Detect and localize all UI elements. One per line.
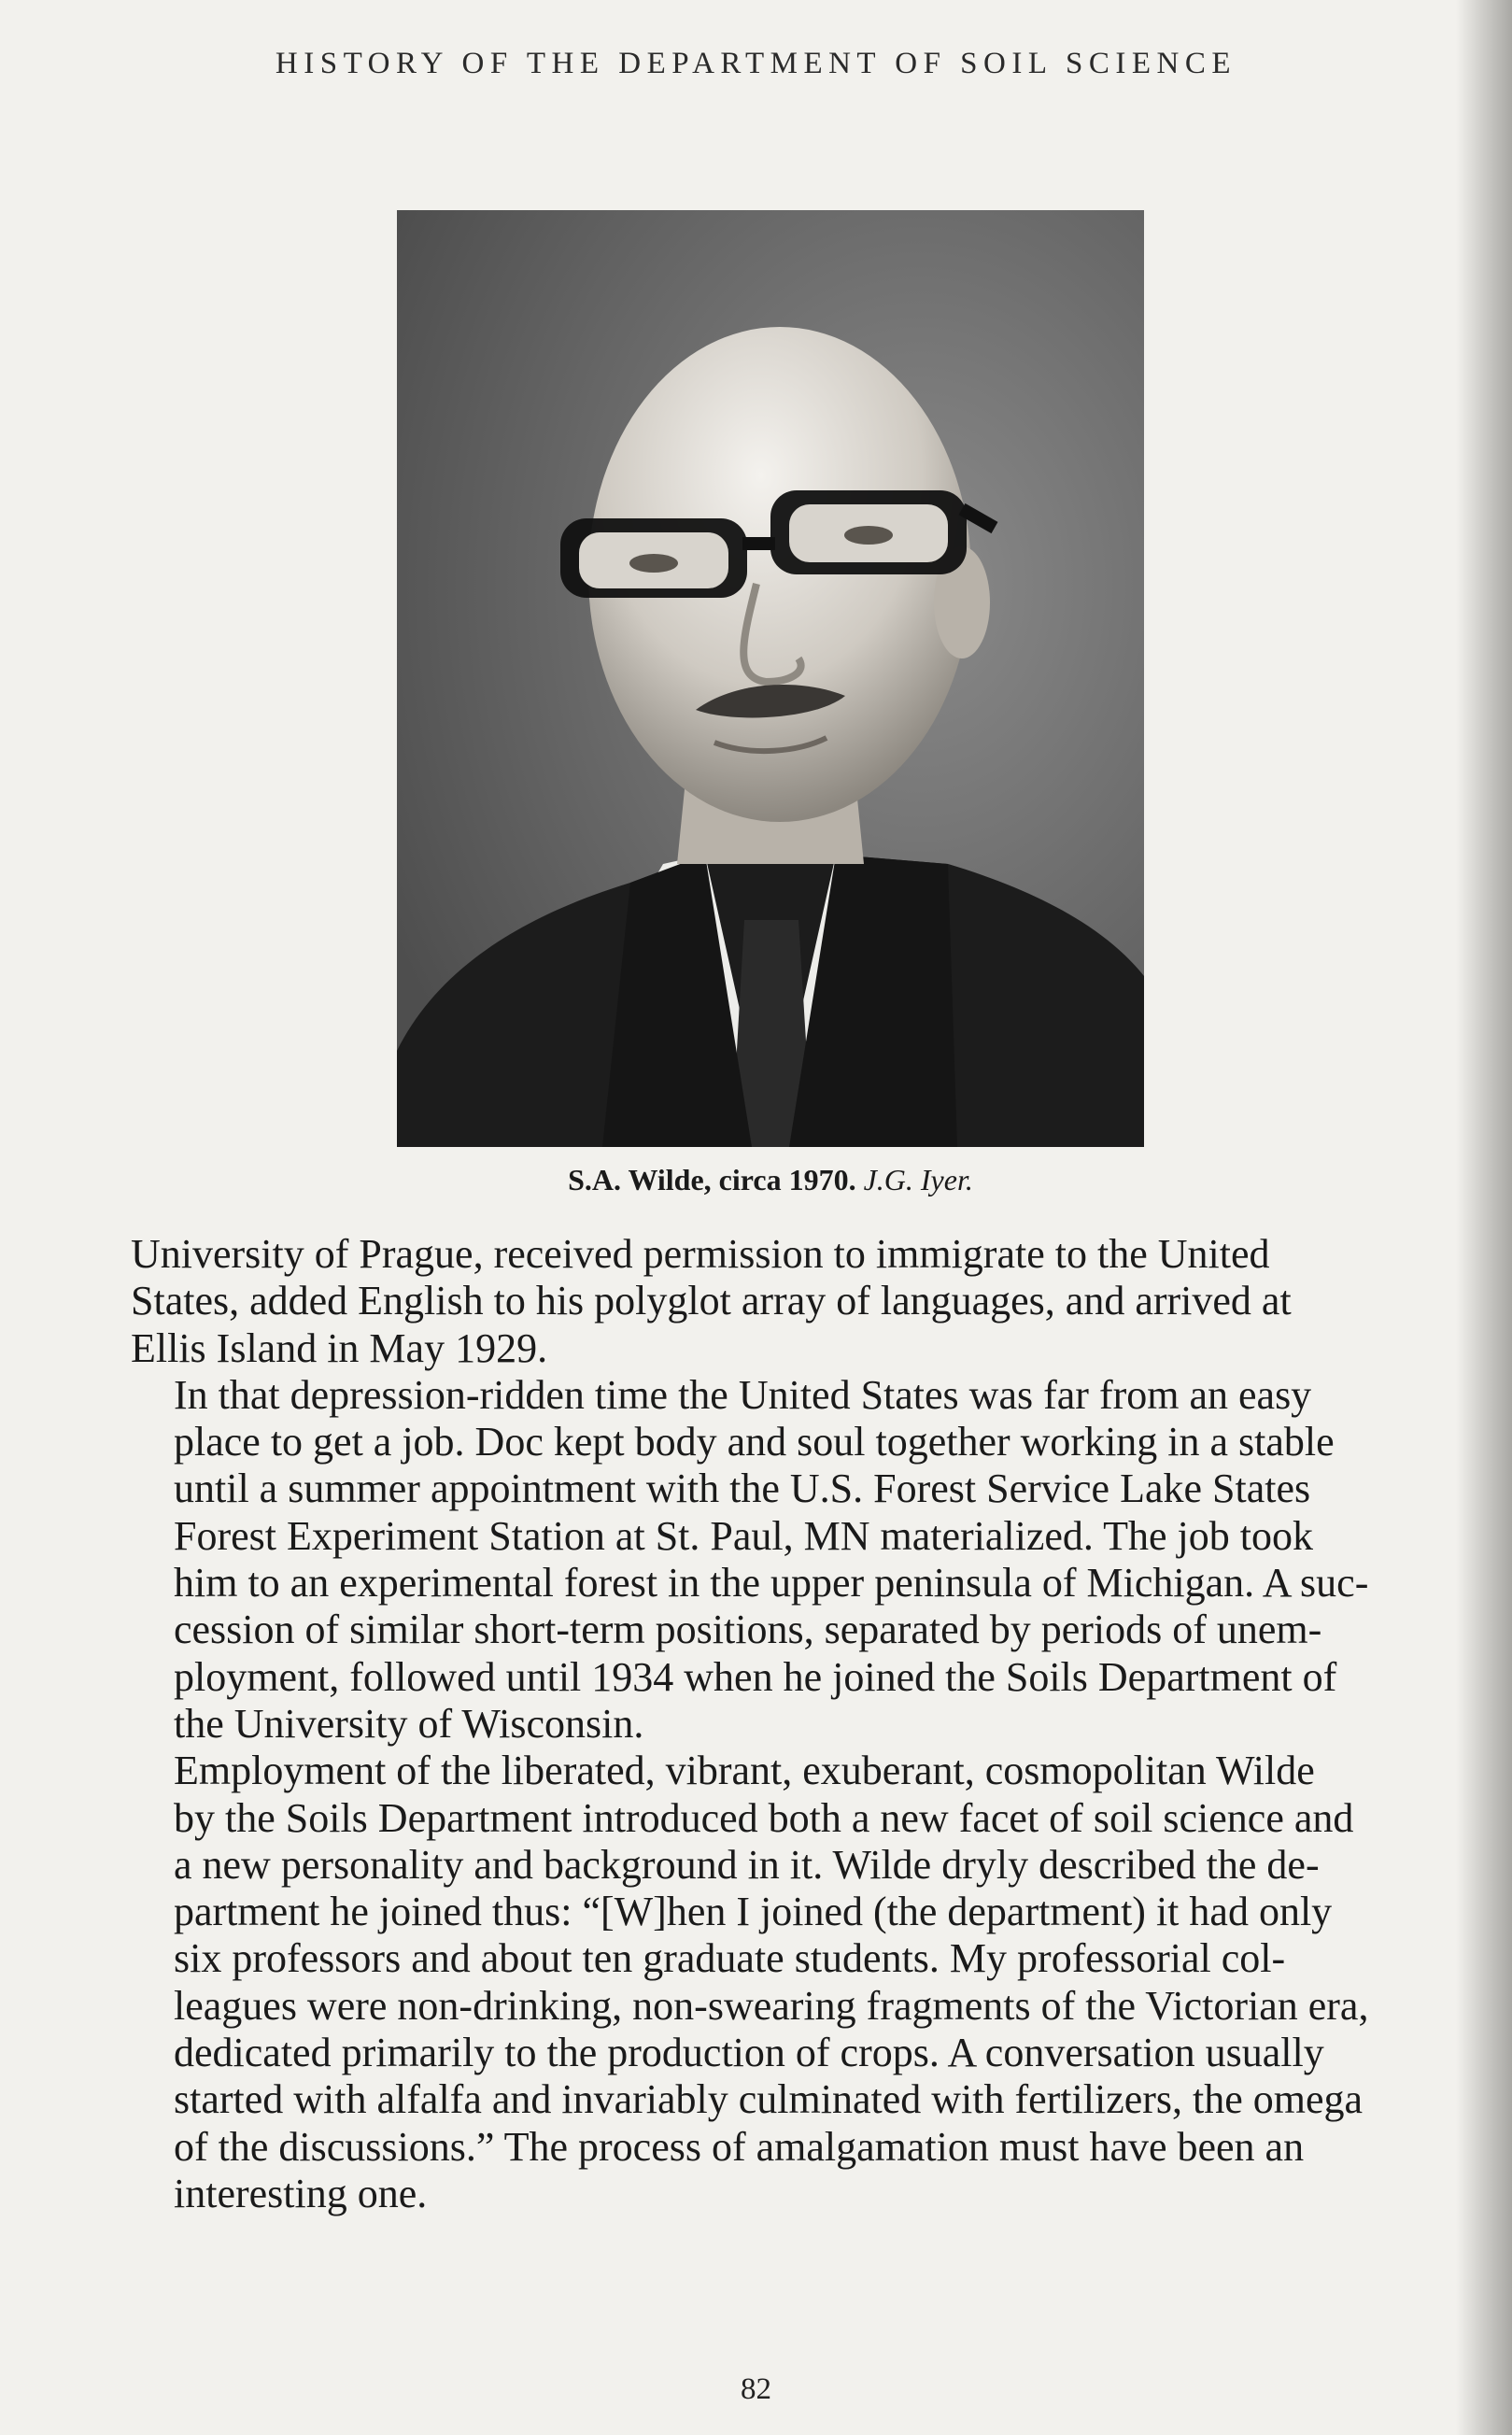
text-line: a new personality and background in it. Wilde dryly described the de-	[174, 1841, 1320, 1888]
portrait-photo	[397, 210, 1144, 1147]
text-line: by the Soils Department introduced both a new facet of soil science and	[174, 1794, 1354, 1841]
running-head: HISTORY OF THE DEPARTMENT OF SOIL SCIENCE	[275, 47, 1237, 80]
text-line: Employment of the liberated, vibrant, exuberant, cosmopolitan Wilde	[174, 1748, 1315, 1794]
text-line: ployment, followed until 1934 when he joined the Soils Department of	[174, 1653, 1337, 1700]
text-line: University of Prague, received permission to immigrate to the United	[131, 1231, 1270, 1277]
page-number: 82	[741, 2372, 771, 2406]
text-line: started with alfalfa and invariably culminated with fertilizers, the omega	[174, 2076, 1364, 2123]
paragraph-1	[131, 1231, 1382, 1372]
text-line: partment he joined thus: “[W]hen I joined (the department) it had only	[174, 1889, 1333, 1935]
portrait-photo-icon	[397, 210, 1144, 1147]
body-text	[131, 1231, 1382, 2217]
caption-credit: J.G. Iyer.	[863, 1163, 973, 1196]
caption-text: S.A. Wilde, circa 1970.	[568, 1163, 856, 1196]
text-line: Ellis Island in May 1929.	[131, 1324, 548, 1371]
paragraph-3	[131, 1748, 1382, 2217]
text-line: dedicated primarily to the production of crops. A conversation usually	[174, 2030, 1324, 2076]
text-line: the University of Wisconsin.	[174, 1700, 644, 1747]
page-edge-shadow	[1456, 0, 1512, 2435]
text-line: six professors and about ten graduate students. My professorial col-	[174, 1935, 1286, 1982]
photo-caption	[397, 1163, 1144, 1197]
text-line: leagues were non-drinking, non-swearing fragments of the Victorian era,	[174, 1982, 1369, 2029]
text-line: States, added English to his polyglot array of languages, and arrived at	[131, 1278, 1292, 1324]
text-line: place to get a job. Doc kept body and soul together working in a stable	[174, 1419, 1335, 1465]
text-line: until a summer appointment with the U.S. Forest Service Lake States	[174, 1465, 1311, 1512]
text-line: of the discussions.” The process of amalgamation must have been an	[174, 2123, 1305, 2170]
paragraph-2	[131, 1372, 1382, 1748]
text-line: In that depression-ridden time the United States was far from an easy	[174, 1371, 1312, 1418]
text-line: him to an experimental forest in the upper peninsula of Michigan. A suc-	[174, 1560, 1369, 1607]
text-line: interesting one.	[174, 2170, 428, 2216]
text-line: cession of similar short-term positions, separated by periods of unem-	[174, 1607, 1322, 1653]
text-line: Forest Experiment Station at St. Paul, MN materialized. The job took	[174, 1512, 1313, 1559]
